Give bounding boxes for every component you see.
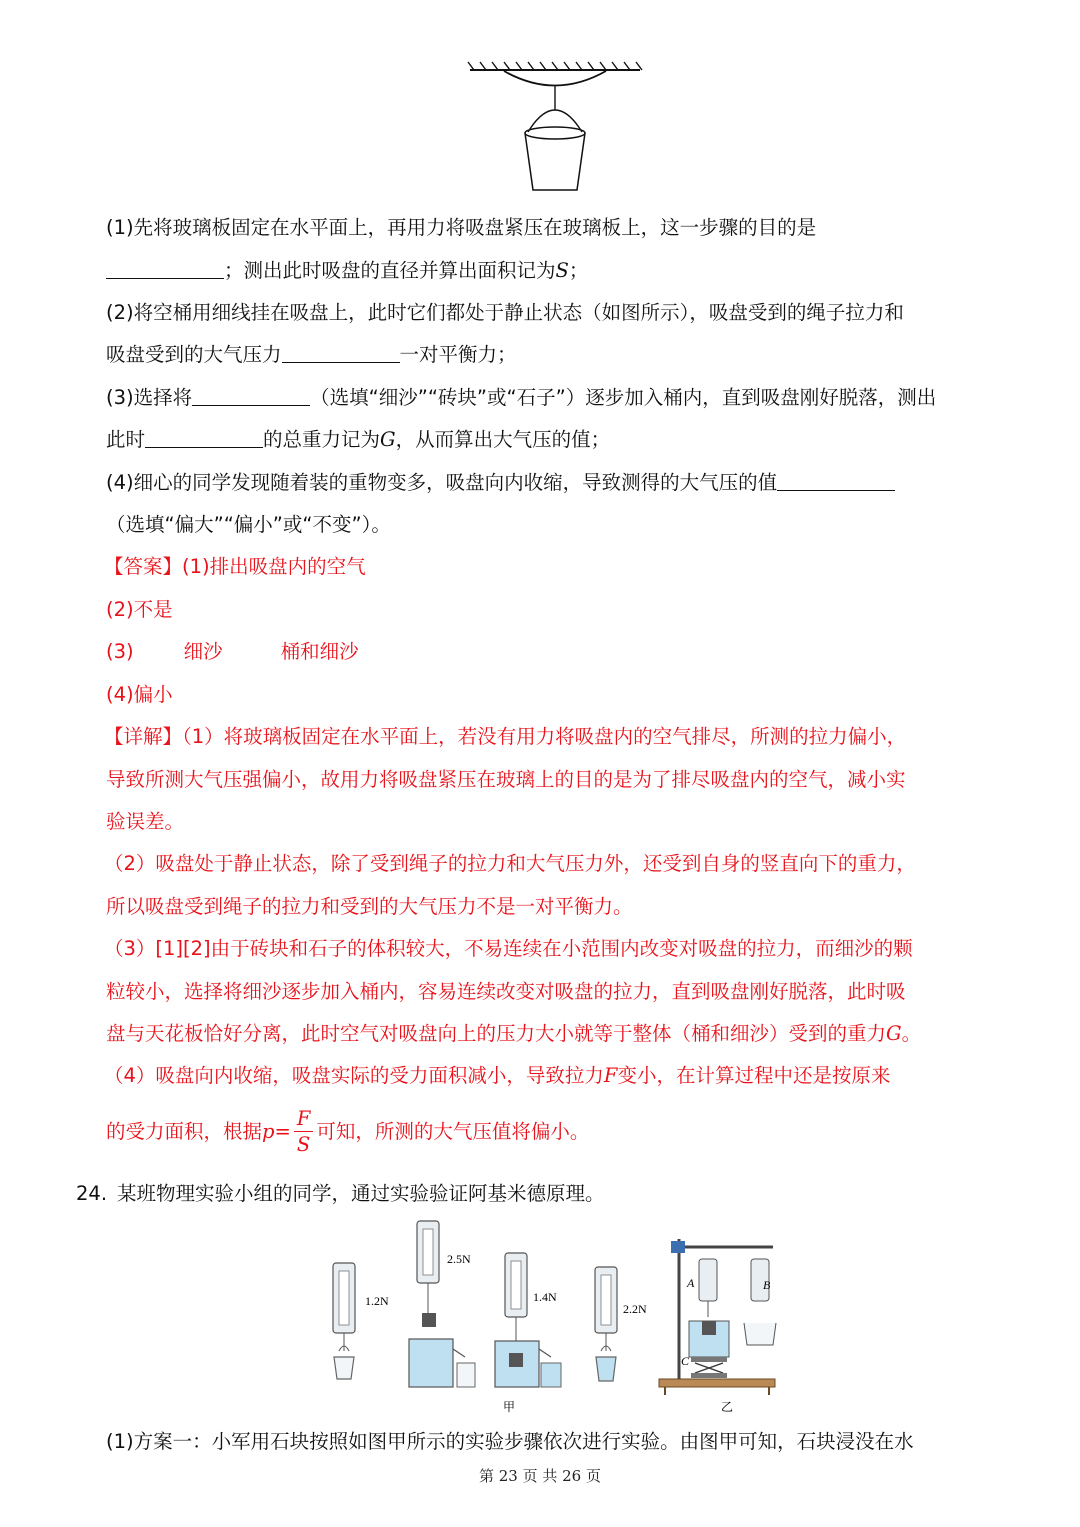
answer-line-1: 【答案】(1)排出吸盘内的空气 [104,555,366,578]
formula-p: p [262,1120,275,1143]
answer-blank-5[interactable] [777,470,895,491]
suction-cup-bucket-figure [460,60,650,200]
label-jia: 甲 [503,1400,516,1414]
detail-line-8: 盘与天花板恰好分离，此时空气对吸盘向上的压力大小就等于整体（桶和细沙）受到的重力G。 [106,1022,922,1045]
q23-part3-line2: 此时 的总重力记为G，从而算出大气压的值； [106,428,611,451]
label-a: A [687,1276,695,1290]
q24-stem: 24. 某班物理实验小组的同学，通过实验验证阿基米德原理。 [76,1182,605,1205]
reading-3: 1.4N [533,1290,557,1304]
detail-line-4: （2）吸盘处于静止状态，除了受到绳子的拉力和大气压力外，还受到自身的竖直向下的重力， [104,852,916,875]
step4-scale [595,1267,617,1381]
reading-1: 1.2N [365,1294,389,1308]
answer-line-3: (3) 细沙 桶和细沙 [106,640,359,663]
detail-label: 【详解】 [104,725,183,748]
answer-label: 【答案】 [104,555,183,578]
detail-line-10: 的受力面积，根据p= $\frac{F}{S}$ 可知，所测的大气压值将偏小。 [106,1107,590,1156]
answer-blank-2[interactable] [282,342,400,363]
detail-line-9: （4）吸盘向内收缩，吸盘实际的受力面积减小，导致拉力F变小，在计算过程中还是按原来 [104,1064,891,1087]
archimedes-experiment-figure [325,1217,785,1417]
variable-s: S [555,259,569,282]
question-number: 24. [76,1182,108,1205]
detail-line-2: 导致所测大气压强偏小，故用力将吸盘紧压在玻璃上的目的是为了排尽吸盘内的空气，减小实 [106,768,906,791]
detail-line-7: 粒较小，选择将细沙逐步加入桶内，容易连续改变对吸盘的拉力，直到吸盘刚好脱落，此时吸 [106,980,906,1003]
variable-g: G [380,428,396,451]
answer-blank-3[interactable] [192,385,310,406]
step1-scale [333,1263,355,1379]
step2-scale [409,1221,475,1387]
label-yi: 乙 [721,1400,734,1414]
reading-2: 2.5N [447,1252,471,1266]
step3-scale [495,1253,561,1387]
answer-blank-1[interactable] [106,258,224,279]
detail-line-6: （3）[1][2]由于砖块和石子的体积较大，不易连续在小范围内改变对吸盘的拉力，而细沙的颗 [104,937,913,960]
q23-part2-line1: (2)将空桶用细线挂在吸盘上，此时它们都处于静止状态（如图所示），吸盘受到的绳子拉力和 [106,301,904,324]
answer-line-2: (2)不是 [106,598,173,621]
q23-part2-line2: 吸盘受到的大气压力 一对平衡力； [106,343,517,366]
detail-line-5: 所以吸盘受到绳子的拉力和受到的大气压力不是一对平衡力。 [106,895,633,918]
q23-part1-line2: ；测出此时吸盘的直径并算出面积记为S； [106,257,588,285]
answer-blank-4[interactable] [145,427,263,448]
q23-part1-line1 [106,214,816,242]
setup-yi [659,1239,776,1395]
page-footer: 第 23 页 共 26 页 [478,1467,601,1485]
q23-part3-line1: (3)选择将 （选填“细沙”“砖块”或“石子”）逐步加入桶内，直到吸盘刚好脱落，测出 [106,386,937,409]
pressure-formula-fraction: $\frac{F}{S}$ [294,1107,314,1158]
q23-part4-line2: （选填“偏大”“偏小”或“不变”）。 [106,513,391,536]
label-c: C [681,1354,690,1368]
reading-4: 2.2N [623,1302,647,1316]
detail-line-3: 验误差。 [106,810,185,833]
q24-part1-line1: (1)方案一：小军用石块按照如图甲所示的实验步骤依次进行实验。由图甲可知，石块浸没在水 [106,1430,914,1453]
detail-line-1: 【详解】（1）将玻璃板固定在水平面上，若没有用力将吸盘内的空气排尽，所测的拉力偏小， [104,725,907,748]
q23-part1-text: (1)先将玻璃板固定在水平面上，再用力将吸盘紧压在玻璃板上，这一步骤的目的是 [106,216,817,239]
q23-part4-line1: (4)细心的同学发现随着装的重物变多，吸盘向内收缩，导致测得的大气压的值 [106,469,895,497]
answer-line-4: (4)偏小 [106,683,173,706]
label-b: B [763,1278,771,1292]
